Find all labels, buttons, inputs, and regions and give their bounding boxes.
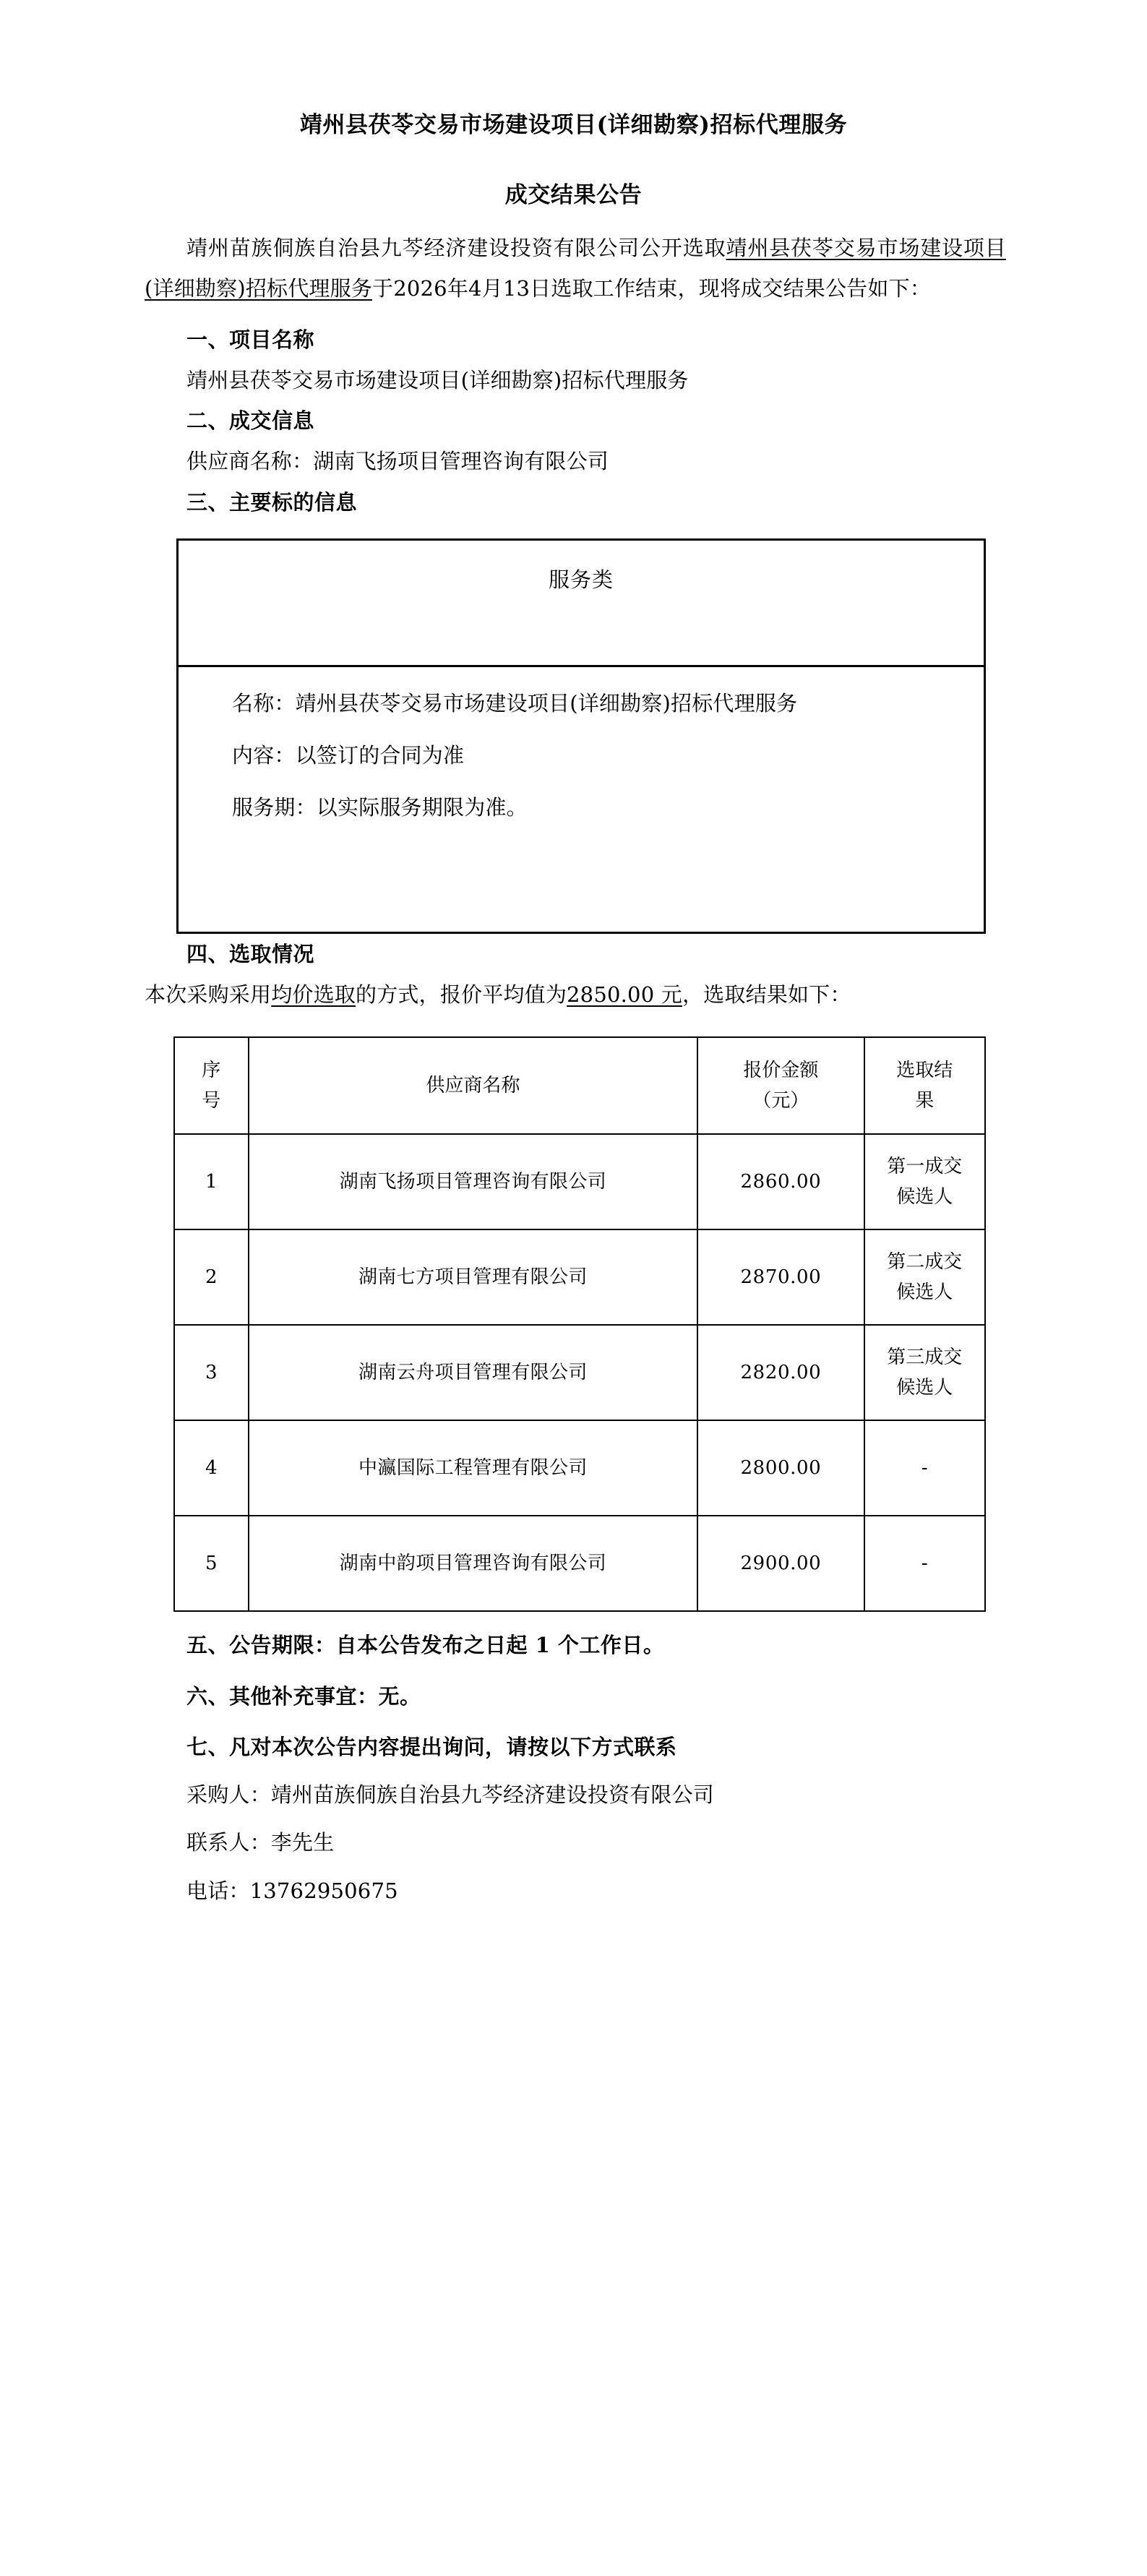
cell-amount: 2900.00 bbox=[697, 1516, 864, 1611]
cell-no: 5 bbox=[174, 1516, 249, 1611]
selection-paragraph bbox=[145, 974, 1006, 1015]
cell-no: 2 bbox=[174, 1229, 249, 1325]
cell-result-line-2: 候选人 bbox=[896, 1377, 953, 1399]
intro-project-underlined: 靖州县茯苓交易市场建设项目(详细勘察)招标代理服务 bbox=[145, 236, 1006, 301]
cell-result bbox=[864, 1229, 985, 1325]
cell-result-line-2: 候选人 bbox=[896, 1186, 953, 1208]
main-subject-table bbox=[176, 538, 986, 934]
cell-amount: 2870.00 bbox=[697, 1229, 864, 1325]
column-header-amount-line-2: （元） bbox=[752, 1090, 809, 1112]
cell-result bbox=[864, 1325, 985, 1420]
cell-amount: 2860.00 bbox=[697, 1134, 864, 1229]
section-6-body: 六、其他补充事宜：无。 bbox=[186, 1683, 421, 1709]
table-row bbox=[174, 1516, 985, 1611]
cell-amount: 2820.00 bbox=[697, 1325, 864, 1420]
column-header-result bbox=[864, 1037, 985, 1134]
section-1-body: 靖州县茯苓交易市场建设项目(详细勘察)招标代理服务 bbox=[186, 367, 689, 392]
document-body bbox=[0, 212, 1147, 1911]
subject-content-line: 内容：以签订的合同为准 bbox=[232, 743, 465, 768]
column-header-supplier-name: 供应商名称 bbox=[249, 1037, 698, 1134]
subject-detail-cell bbox=[178, 666, 985, 932]
cell-result bbox=[864, 1516, 985, 1611]
column-header-no-line-1: 序 bbox=[202, 1060, 221, 1082]
cell-supplier-name: 中瀛国际工程管理有限公司 bbox=[249, 1420, 698, 1516]
intro-prefix: 靖州苗族侗族自治县九芩经济建设投资有限公司公开选取 bbox=[186, 236, 726, 260]
cell-result bbox=[864, 1134, 985, 1229]
section-2-heading: 二、成交信息 bbox=[186, 408, 315, 433]
table-row bbox=[178, 666, 985, 932]
selection-results-table bbox=[173, 1036, 986, 1612]
section-7-heading: 七、凡对本次公告内容提出询问，请按以下方式联系 bbox=[186, 1734, 677, 1759]
subject-category-cell bbox=[178, 539, 985, 666]
spacer bbox=[145, 309, 1006, 319]
section-3-heading: 三、主要标的信息 bbox=[186, 489, 358, 515]
document-title-line-1: 靖州县茯苓交易市场建设项目(详细勘察)招标代理服务 bbox=[299, 112, 848, 138]
column-header-result-line-2: 果 bbox=[915, 1090, 935, 1112]
intro-paragraph bbox=[145, 228, 1006, 309]
table-header-row bbox=[174, 1037, 985, 1134]
column-header-no-line-2: 号 bbox=[202, 1090, 221, 1112]
table-row bbox=[174, 1134, 985, 1229]
subject-period-line: 服务期：以实际服务期限为准。 bbox=[232, 795, 528, 820]
document-title-line-2: 成交结果公告 bbox=[504, 181, 643, 208]
selection-average-underlined: 2850.00 元 bbox=[567, 982, 682, 1007]
section-5-body: 五、公告期限：自本公告发布之日起 1 个工作日。 bbox=[186, 1633, 665, 1658]
results-table-body bbox=[174, 1134, 985, 1611]
phone-line: 电话：13762950675 bbox=[186, 1878, 398, 1903]
cell-no: 1 bbox=[174, 1134, 249, 1229]
cell-amount: 2800.00 bbox=[697, 1420, 864, 1516]
subject-category-label: 服务类 bbox=[548, 567, 614, 592]
cell-supplier-name: 湖南七方项目管理有限公司 bbox=[249, 1229, 698, 1325]
cell-no: 3 bbox=[174, 1325, 249, 1420]
table-row bbox=[174, 1229, 985, 1325]
cell-result-line-1: 第三成交 bbox=[887, 1347, 963, 1369]
section-2-body: 供应商名称：湖南飞扬项目管理咨询有限公司 bbox=[186, 449, 609, 474]
cell-supplier-name: 湖南中韵项目管理咨询有限公司 bbox=[249, 1516, 698, 1611]
selection-method-underlined: 均价选取 bbox=[271, 982, 356, 1007]
spacer bbox=[145, 212, 1006, 228]
cell-result-line-2: 候选人 bbox=[896, 1281, 953, 1304]
results-table-head bbox=[174, 1037, 985, 1134]
table-row bbox=[174, 1325, 985, 1420]
cell-supplier-name: 湖南飞扬项目管理咨询有限公司 bbox=[249, 1134, 698, 1229]
section-4-heading: 四、选取情况 bbox=[186, 941, 315, 966]
column-header-result-line-1: 选取结 bbox=[896, 1060, 953, 1082]
table-row bbox=[174, 1420, 985, 1516]
selection-text-part-2: 的方式，报价平均值为 bbox=[356, 982, 567, 1007]
cell-result-line-1: - bbox=[921, 1457, 928, 1480]
contact-person-line: 联系人：李先生 bbox=[186, 1830, 335, 1855]
section-1-heading: 一、项目名称 bbox=[186, 327, 315, 352]
subject-name-line: 名称：靖州县茯苓交易市场建设项目(详细勘察)招标代理服务 bbox=[232, 690, 798, 716]
tail-sections bbox=[145, 1625, 1006, 1911]
cell-result-line-1: - bbox=[921, 1553, 928, 1575]
intro-suffix: 于2026年4月13日选取工作结束，现将成交结果公告如下： bbox=[372, 276, 931, 301]
table-row bbox=[178, 539, 985, 666]
column-header-amount bbox=[697, 1037, 864, 1134]
column-header-amount-line-1: 报价金额 bbox=[743, 1060, 819, 1082]
cell-result bbox=[864, 1420, 985, 1516]
cell-supplier-name: 湖南云舟项目管理有限公司 bbox=[249, 1325, 698, 1420]
cell-result-line-1: 第一成交 bbox=[887, 1156, 963, 1178]
purchaser-line: 采购人：靖州苗族侗族自治县九芩经济建设投资有限公司 bbox=[186, 1782, 715, 1807]
selection-text-part-3: ，选取结果如下： bbox=[682, 982, 851, 1007]
cell-result-line-1: 第二成交 bbox=[887, 1251, 963, 1274]
selection-text-part-1: 本次采购采用 bbox=[145, 982, 272, 1007]
cell-no: 4 bbox=[174, 1420, 249, 1516]
column-header-no bbox=[174, 1037, 249, 1134]
